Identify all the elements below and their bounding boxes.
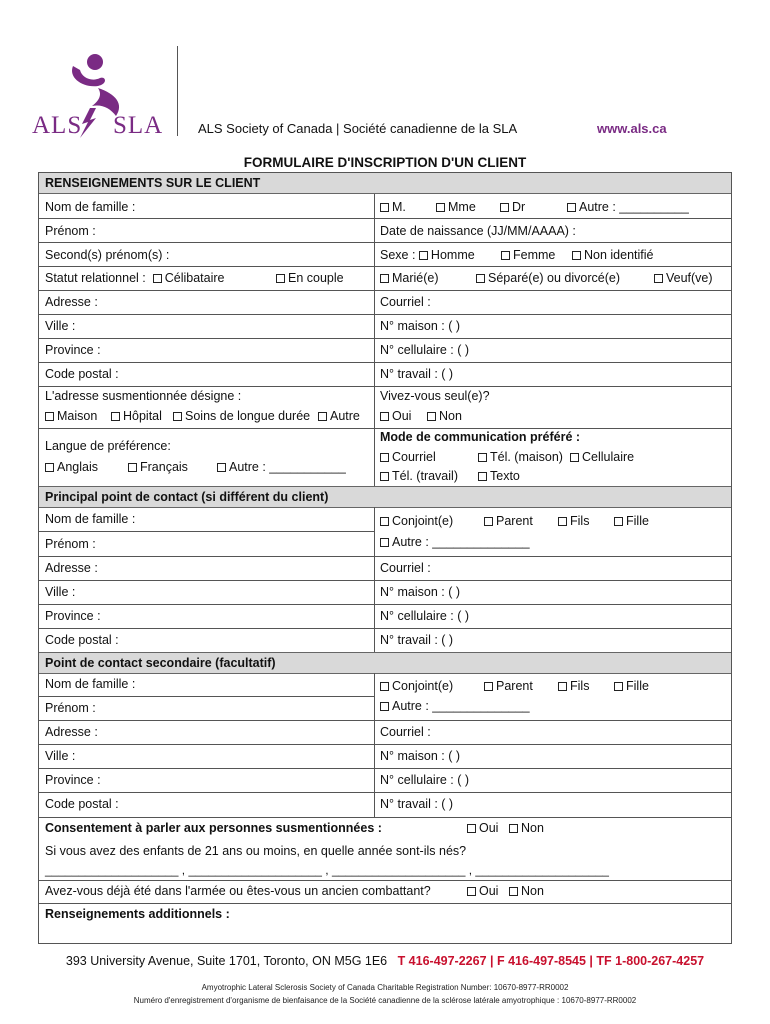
live-alone-oui-option[interactable]: Oui <box>380 409 411 424</box>
row-divider <box>39 580 731 581</box>
row-divider <box>39 428 731 429</box>
title-dr-option[interactable]: Dr <box>500 200 525 215</box>
checkbox[interactable] <box>318 412 327 421</box>
checkbox[interactable] <box>501 251 510 260</box>
children-question: Si vous avez des enfants de 21 ans ou moins, en quelle année sont-ils nés? <box>45 844 467 858</box>
principal-fille-option[interactable]: Fille <box>614 514 649 529</box>
principal-postal-code-label[interactable]: Code postal : <box>45 633 119 647</box>
row-divider <box>39 266 731 267</box>
checkbox[interactable] <box>567 203 576 212</box>
footer-separator: | <box>490 954 494 968</box>
principal-last-name-label[interactable]: Nom de famille : <box>45 512 136 526</box>
principal-city-label[interactable]: Ville : <box>45 585 76 599</box>
client-first-name-label[interactable]: Prénom : <box>45 224 96 238</box>
children-years-blanks[interactable]: ____________________ , ____________________ , ____________________ , ____________________ <box>45 863 609 877</box>
client-email-label[interactable]: Courriel : <box>380 295 431 309</box>
row-divider <box>39 720 731 721</box>
principal-work-phone-label[interactable]: N° travail : ( ) <box>380 633 454 647</box>
title-autre-option[interactable]: Autre : __________ <box>567 200 689 215</box>
footer-tollfree: TF 1-800-267-4257 <box>596 954 705 968</box>
row-divider <box>39 604 731 605</box>
section-secondaire-header: Point de contact secondaire (facultatif) <box>39 652 731 674</box>
secondaire-cell-phone-label[interactable]: N° cellulaire : ( ) <box>380 773 470 787</box>
checkbox[interactable] <box>572 251 581 260</box>
checkbox[interactable] <box>276 274 285 283</box>
checkbox[interactable] <box>614 682 623 691</box>
relationship-status-field: Statut relationnel : Célibataire <box>45 271 225 285</box>
secondaire-autre-option[interactable]: Autre : ______________ <box>380 699 530 714</box>
checkbox[interactable] <box>111 412 120 421</box>
live-alone-non-option[interactable]: Non <box>427 409 462 424</box>
row-divider <box>39 792 731 793</box>
principal-address-label[interactable]: Adresse : <box>45 561 98 575</box>
secondaire-first-name-label[interactable]: Prénom : <box>45 701 96 715</box>
checkbox[interactable] <box>380 682 389 691</box>
checkbox[interactable] <box>478 472 487 481</box>
organization-name: ALS Society of Canada | Société canadienne de la SLA <box>198 121 518 136</box>
comm-tel-maison-option[interactable]: Tél. (maison) <box>478 450 563 465</box>
checkbox[interactable] <box>380 472 389 481</box>
checkbox[interactable] <box>380 538 389 547</box>
client-work-phone-label[interactable]: N° travail : ( ) <box>380 367 454 381</box>
checkbox[interactable] <box>570 453 579 462</box>
checkbox[interactable] <box>427 412 436 421</box>
checkbox[interactable] <box>500 203 509 212</box>
language-francais-option[interactable]: Français <box>128 460 188 475</box>
military-question: Avez-vous déjà été dans l'armée ou êtes-vous un ancien combattant? <box>45 884 431 898</box>
logo-text-als: ALS <box>32 112 83 139</box>
principal-cell-phone-label[interactable]: N° cellulaire : ( ) <box>380 609 470 623</box>
comm-tel-travail-option[interactable]: Tél. (travail) <box>380 469 458 484</box>
sex-field: Sexe : Homme <box>380 248 475 262</box>
secondaire-city-label[interactable]: Ville : <box>45 749 76 763</box>
checkbox[interactable] <box>380 453 389 462</box>
middle-names-label[interactable]: Second(s) prénom(s) : <box>45 248 170 262</box>
principal-home-phone-label[interactable]: N° maison : ( ) <box>380 585 461 599</box>
checkbox[interactable] <box>478 453 487 462</box>
checkbox[interactable] <box>467 824 476 833</box>
principal-province-label[interactable]: Province : <box>45 609 101 623</box>
consent-non-option[interactable]: Non <box>509 821 544 836</box>
row-divider <box>39 314 731 315</box>
comm-texto-option[interactable]: Texto <box>478 469 520 484</box>
row-divider <box>39 817 731 818</box>
client-last-name-label[interactable]: Nom de famille : <box>45 200 136 214</box>
row-divider <box>39 556 731 557</box>
comm-cellulaire-option[interactable]: Cellulaire <box>570 450 634 465</box>
military-non-option[interactable]: Non <box>509 884 544 899</box>
secondaire-parent-option[interactable]: Parent <box>484 679 533 694</box>
secondaire-home-phone-label[interactable]: N° maison : ( ) <box>380 749 461 763</box>
principal-autre-option[interactable]: Autre : ______________ <box>380 535 530 550</box>
title-m-option[interactable]: M. <box>380 200 406 215</box>
row-divider <box>39 362 731 363</box>
checkbox[interactable] <box>654 274 663 283</box>
client-address-label[interactable]: Adresse : <box>45 295 98 309</box>
communication-mode-label: Mode de communication préféré : <box>380 430 581 444</box>
section-client-header: RENSEIGNEMENTS SUR LE CLIENT <box>39 173 731 194</box>
checkbox[interactable] <box>128 463 137 472</box>
status-veuf-option[interactable]: Veuf(ve) <box>654 271 713 286</box>
principal-parent-option[interactable]: Parent <box>484 514 533 529</box>
principal-conjoint-option[interactable]: Conjoint(e) <box>380 514 453 529</box>
checkbox[interactable] <box>153 274 162 283</box>
client-postal-code-label[interactable]: Code postal : <box>45 367 119 381</box>
checkbox[interactable] <box>509 887 518 896</box>
logo-text-sla: SLA <box>113 112 164 139</box>
checkbox[interactable] <box>484 517 493 526</box>
header-divider <box>177 46 178 136</box>
website-link[interactable]: www.als.ca <box>597 121 667 136</box>
client-city-label[interactable]: Ville : <box>45 319 76 333</box>
consent-oui-option[interactable]: Oui <box>467 821 498 836</box>
row-divider <box>39 744 731 745</box>
row-divider <box>39 696 374 697</box>
consent-label: Consentement à parler aux personnes susmentionnées : <box>45 821 382 835</box>
address-soins-option[interactable]: Soins de longue durée <box>173 409 310 424</box>
checkbox[interactable] <box>436 203 445 212</box>
sex-non-identifie-option[interactable]: Non identifié <box>572 248 654 263</box>
address-hopital-option[interactable]: Hôpital <box>111 409 162 424</box>
checkbox[interactable] <box>45 463 54 472</box>
principal-fils-option[interactable]: Fils <box>558 514 589 529</box>
secondaire-province-label[interactable]: Province : <box>45 773 101 787</box>
column-divider <box>374 194 375 486</box>
row-divider <box>39 531 374 532</box>
row-divider <box>39 880 731 881</box>
row-divider <box>39 768 731 769</box>
secondaire-address-label[interactable]: Adresse : <box>45 725 98 739</box>
footer-registration-en: Amyotrophic Lateral Sclerosis Society of Canada Charitable Registration Number: 10670-8977-RR0002 <box>201 983 569 992</box>
status-separe-option[interactable]: Séparé(e) ou divorcé(e) <box>476 271 620 286</box>
checkbox[interactable] <box>380 702 389 711</box>
secondaire-fils-option[interactable]: Fils <box>558 679 589 694</box>
client-cell-phone-label[interactable]: N° cellulaire : ( ) <box>380 343 470 357</box>
registration-form <box>38 172 732 944</box>
military-oui-option[interactable]: Oui <box>467 884 498 899</box>
secondaire-conjoint-option[interactable]: Conjoint(e) <box>380 679 453 694</box>
checkbox[interactable] <box>45 412 54 421</box>
title-mme-option[interactable]: Mme <box>436 200 476 215</box>
footer-address: 393 University Avenue, Suite 1701, Toronto, ON M5G 1E6 <box>65 954 388 968</box>
principal-first-name-label[interactable]: Prénom : <box>45 537 96 551</box>
checkbox[interactable] <box>173 412 182 421</box>
checkbox[interactable] <box>558 517 567 526</box>
address-designation-label: L'adresse susmentionnée désigne : <box>45 389 242 403</box>
language-autre-option[interactable]: Autre : ___________ <box>217 460 346 475</box>
principal-email-label[interactable]: Courriel : <box>380 561 431 575</box>
checkbox[interactable] <box>419 251 428 260</box>
footer-contact-line <box>0 954 770 968</box>
client-home-phone-label[interactable]: N° maison : ( ) <box>380 319 461 333</box>
row-divider <box>39 242 731 243</box>
row-divider <box>39 386 731 387</box>
secondaire-work-phone-label[interactable]: N° travail : ( ) <box>380 797 454 811</box>
secondaire-postal-code-label[interactable]: Code postal : <box>45 797 119 811</box>
checkbox[interactable] <box>484 682 493 691</box>
additional-info-label[interactable]: Renseignements additionnels : <box>45 907 230 921</box>
footer-fax: F 416-497-8545 <box>496 954 586 968</box>
secondaire-last-name-label[interactable]: Nom de famille : <box>45 677 136 691</box>
checkbox[interactable] <box>467 887 476 896</box>
row-divider <box>39 628 731 629</box>
checkbox[interactable] <box>380 203 389 212</box>
client-province-label[interactable]: Province : <box>45 343 101 357</box>
row-divider <box>39 290 731 291</box>
footer-phone: T 416-497-2267 <box>397 954 487 968</box>
column-divider <box>374 673 375 818</box>
secondaire-email-label[interactable]: Courriel : <box>380 725 431 739</box>
checkbox[interactable] <box>476 274 485 283</box>
checkbox[interactable] <box>380 412 389 421</box>
row-divider <box>39 903 731 904</box>
checkbox[interactable] <box>558 682 567 691</box>
checkbox[interactable] <box>380 274 389 283</box>
language-label: Langue de préférence: <box>45 439 171 453</box>
birth-date-label[interactable]: Date de naissance (JJ/MM/AAAA) : <box>380 224 576 238</box>
footer-separator: | <box>589 954 593 968</box>
language-anglais-option[interactable]: Anglais <box>45 460 98 475</box>
address-autre-option[interactable]: Autre <box>318 409 360 424</box>
checkbox[interactable] <box>614 517 623 526</box>
row-divider <box>39 338 731 339</box>
live-alone-label: Vivez-vous seul(e)? <box>380 389 490 403</box>
footer-registration-fr: Numéro d'enregistrement d'organisme de bienfaisance de la Société canadienne de la sclérose latérale amyotrophique : 10670-8977-RR0002 <box>133 996 637 1005</box>
checkbox[interactable] <box>380 517 389 526</box>
status-en-couple-option[interactable]: En couple <box>276 271 344 286</box>
sex-femme-option[interactable]: Femme <box>501 248 555 263</box>
section-principal-header: Principal point de contact (si différent du client) <box>39 486 731 508</box>
comm-courriel-option[interactable]: Courriel <box>380 450 436 465</box>
checkbox[interactable] <box>217 463 226 472</box>
secondaire-fille-option[interactable]: Fille <box>614 679 649 694</box>
form-title: FORMULAIRE D'INSCRIPTION D'UN CLIENT <box>243 155 527 170</box>
checkbox[interactable] <box>509 824 518 833</box>
status-marie-option[interactable]: Marié(e) <box>380 271 439 286</box>
address-maison-option[interactable]: Maison <box>45 409 97 424</box>
row-divider <box>39 218 731 219</box>
